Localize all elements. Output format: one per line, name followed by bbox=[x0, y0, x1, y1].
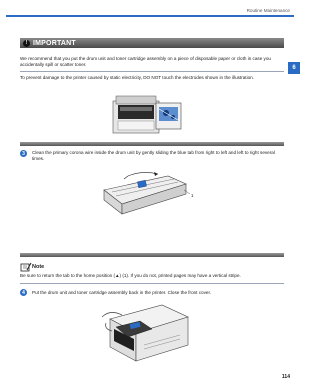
drum-unit-illustration bbox=[98, 170, 192, 220]
divider bbox=[20, 71, 284, 72]
note-text: Be sure to return the tab to the home position (▲) (1). If you do not, printed pages may have a vertical stripe. bbox=[20, 273, 241, 278]
printer-insert-illustration bbox=[100, 299, 190, 365]
section-separator-bar bbox=[20, 142, 284, 146]
important-paragraph-1: We recommend that you put the drum unit and toner cartridge assembly on a piece of disposable paper or cloth in case you accidentally spill or scatter toner. bbox=[20, 56, 271, 68]
section-separator-bar bbox=[20, 253, 284, 257]
step-3-number: 3 bbox=[20, 150, 27, 157]
important-bar bbox=[20, 38, 284, 48]
exclamation-icon: ! bbox=[23, 40, 30, 47]
note-icon bbox=[20, 262, 32, 272]
note-label: Note bbox=[32, 264, 45, 270]
step-3-text: Clean the primary corona wire inside the drum unit by gently sliding the blue tab from right to left and left to right several times. bbox=[32, 150, 275, 162]
callout-1: 1 bbox=[191, 193, 194, 198]
important-paragraph-2: To prevent damage to the printer caused by static electricity, DO NOT touch the electrodes shown in the illustration. bbox=[20, 75, 254, 80]
header-rule bbox=[6, 15, 294, 17]
step-4-number: 4 bbox=[20, 289, 27, 296]
step-4-text: Put the drum unit and toner cartridge assembly back in the printer. Close the front cover. bbox=[32, 290, 211, 295]
printer-electrodes-illustration bbox=[112, 93, 182, 135]
header-title: Routine Maintenance bbox=[246, 8, 290, 13]
important-title: IMPORTANT bbox=[33, 39, 76, 47]
page-number: 114 bbox=[281, 374, 290, 380]
chapter-tab: 6 bbox=[288, 62, 300, 74]
divider bbox=[20, 283, 284, 284]
